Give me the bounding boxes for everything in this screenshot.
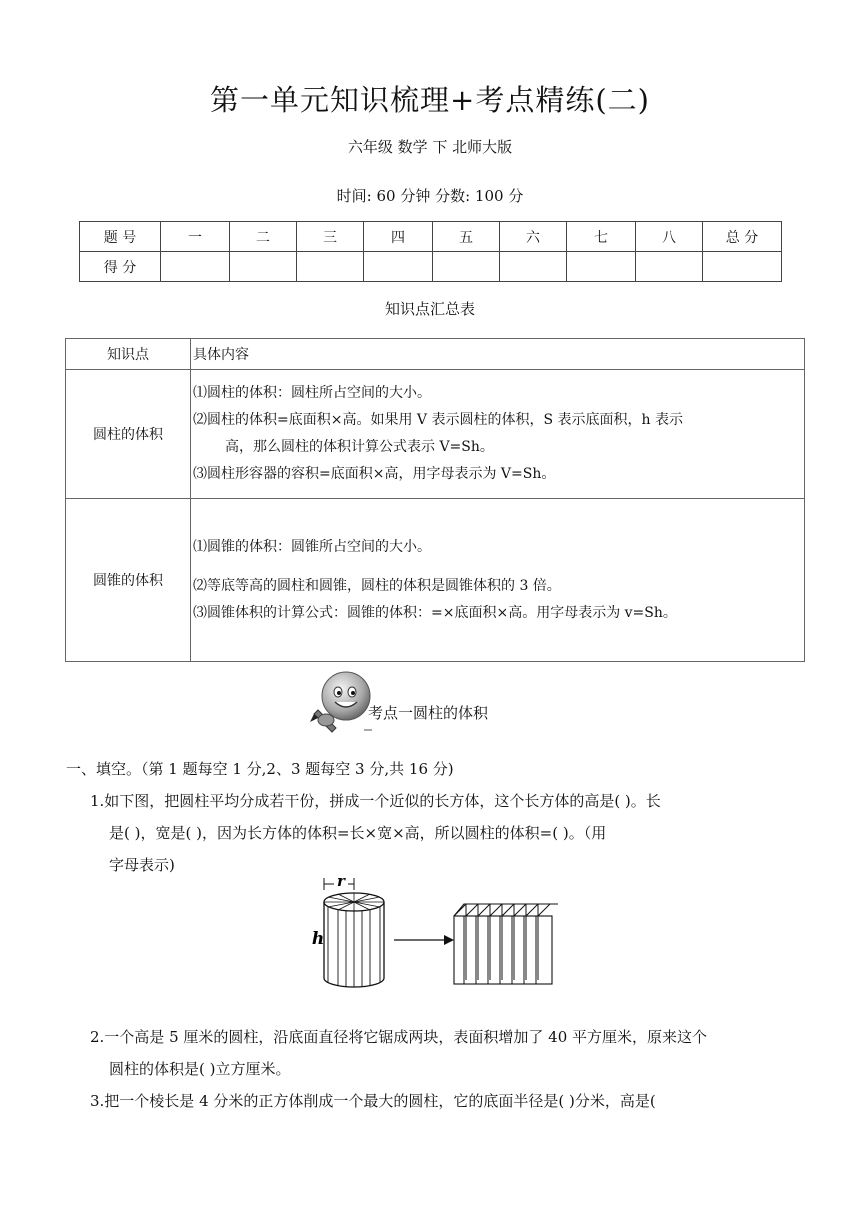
knowledge-item: ⑶圆锥体积的计算公式：圆锥的体积：=×底面积×高。用字母表示为 v=Sh。 bbox=[193, 604, 677, 621]
score-header-cell: 五 bbox=[433, 222, 500, 252]
knowledge-row bbox=[66, 370, 805, 499]
knowledge-item: ⑵圆柱的体积=底面积×高。如果用 V 表示圆柱的体积，S 表示底面积，h 表示 bbox=[193, 412, 683, 428]
question-3 bbox=[66, 1085, 707, 1117]
cylinder-to-cuboid-figure bbox=[308, 872, 558, 992]
score-header-cell: 一 bbox=[161, 222, 230, 252]
score-table-row bbox=[80, 222, 782, 252]
knowledge-row bbox=[66, 499, 805, 662]
score-input-cell[interactable] bbox=[567, 252, 636, 282]
knowledge-header-cell: 具体内容 bbox=[191, 339, 805, 370]
score-table bbox=[79, 221, 782, 282]
score-input-cell[interactable] bbox=[364, 252, 433, 282]
score-header-cell: 八 bbox=[636, 222, 703, 252]
score-header-cell: 题 号 bbox=[80, 222, 161, 252]
score-header-cell: 四 bbox=[364, 222, 433, 252]
score-input-cell[interactable] bbox=[703, 252, 782, 282]
question-line: 字母表示) bbox=[109, 856, 175, 874]
score-header-cell: 三 bbox=[297, 222, 364, 252]
knowledge-item: ⑵等底等高的圆柱和圆锥，圆柱的体积是圆锥体积的 3 倍。 bbox=[193, 577, 561, 594]
knowledge-header-cell: 知识点 bbox=[66, 339, 191, 370]
score-table-row bbox=[80, 252, 782, 282]
score-input-cell[interactable] bbox=[433, 252, 500, 282]
knowledge-item: ⑴圆锥的体积：圆锥所占空间的大小。 bbox=[193, 538, 431, 555]
score-input-cell[interactable] bbox=[297, 252, 364, 282]
score-header-cell: 七 bbox=[567, 222, 636, 252]
knowledge-item: ⑶圆柱形容器的容积=底面积×高，用字母表示为 V=Sh。 bbox=[193, 466, 556, 482]
time-score-line: 时间: 60 分钟 分数: 100 分 bbox=[336, 187, 524, 205]
smiley-pencil-icon bbox=[306, 670, 374, 736]
section-title: 考点一圆柱的体积 bbox=[368, 704, 489, 722]
radius-label: r bbox=[337, 872, 345, 890]
question-line: 1.如下图，把圆柱平均分成若干份，拼成一个近似的长方体，这个长方体的高是( )。长 bbox=[90, 792, 661, 810]
knowledge-content bbox=[191, 370, 805, 499]
knowledge-table bbox=[65, 338, 805, 662]
score-label-cell: 得 分 bbox=[80, 252, 161, 282]
score-header-cell: 总 分 bbox=[703, 222, 782, 252]
score-input-cell[interactable] bbox=[161, 252, 230, 282]
height-label: h bbox=[311, 929, 325, 949]
knowledge-name: 圆柱的体积 bbox=[66, 370, 191, 499]
page-subtitle: 六年级 数学 下 北师大版 bbox=[347, 138, 513, 156]
question-line: 圆柱的体积是( )立方厘米。 bbox=[109, 1060, 291, 1078]
knowledge-name: 圆锥的体积 bbox=[66, 499, 191, 662]
score-input-cell[interactable] bbox=[500, 252, 567, 282]
knowledge-item: ⑴圆柱的体积：圆柱所占空间的大小。 bbox=[193, 385, 431, 401]
question-line: 3.把一个棱长是 4 分米的正方体削成一个最大的圆柱，它的底面半径是( )分米，高是( bbox=[90, 1092, 656, 1110]
knowledge-header-row bbox=[66, 339, 805, 370]
score-header-cell: 二 bbox=[230, 222, 297, 252]
score-header-cell: 六 bbox=[500, 222, 567, 252]
score-input-cell[interactable] bbox=[230, 252, 297, 282]
question-line: 是( )，宽是( )，因为长方体的体积=长×宽×高，所以圆柱的体积=( )。（用 bbox=[109, 824, 607, 842]
knowledge-item: 高，那么圆柱的体积计算公式表示 V=Sh。 bbox=[225, 439, 494, 455]
score-input-cell[interactable] bbox=[636, 252, 703, 282]
summary-table-title: 知识点汇总表 bbox=[384, 300, 475, 318]
question-2 bbox=[66, 1021, 707, 1085]
knowledge-content bbox=[191, 499, 805, 662]
question-line: 2.一个高是 5 厘米的圆柱，沿底面直径将它锯成两块，表面积增加了 40 平方厘米，原来这个 bbox=[90, 1028, 708, 1046]
part1-heading: 一、填空。（第 1 题每空 1 分,2、3 题每空 3 分,共 16 分) bbox=[66, 760, 454, 778]
page-title: 第一单元知识梳理+考点精练(二) bbox=[210, 83, 650, 117]
question-1 bbox=[66, 785, 707, 881]
